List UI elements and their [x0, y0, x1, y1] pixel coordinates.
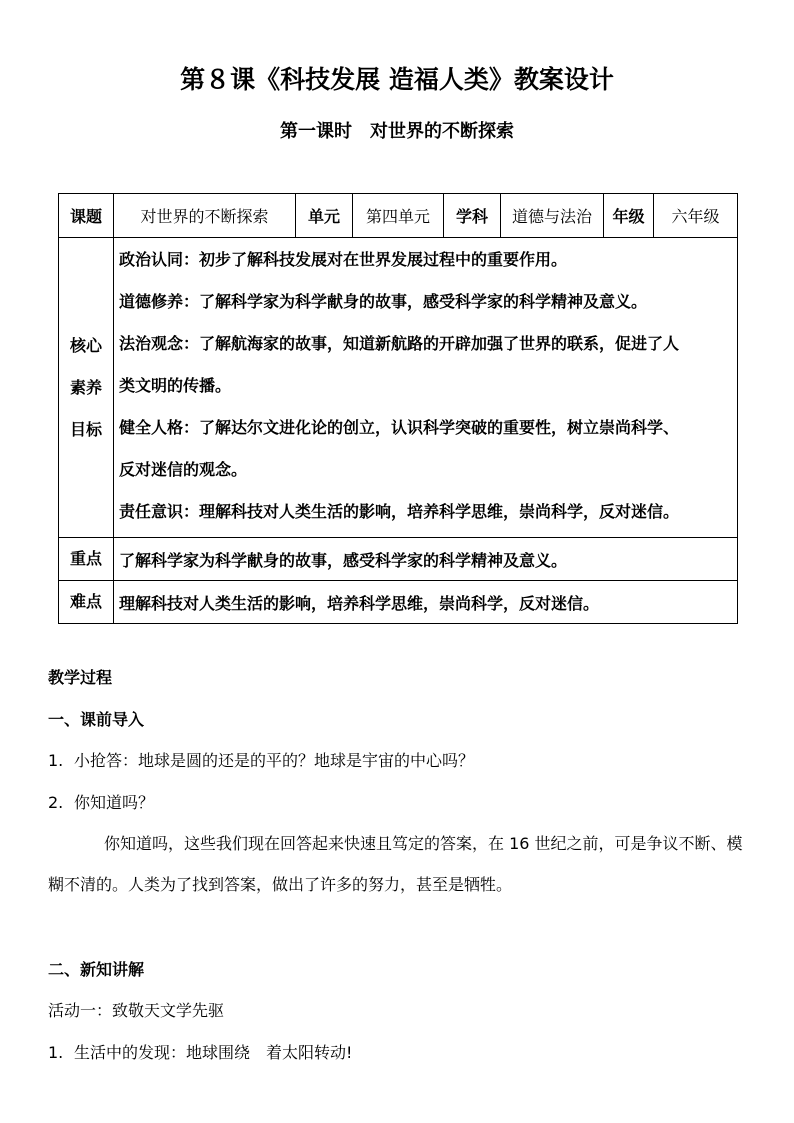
intro-paragraph: 你知道吗，这些我们现在回答起来快速且笃定的答案，在 16 世纪之前，可是争议不断、模糊不清的。人类为了找到答案，做出了许多的努力，甚至是牺牲。: [48, 834, 743, 894]
lesson-info-table: [58, 193, 738, 624]
key-point-row: [59, 538, 738, 581]
list-text: 生活中的发现：地球围绕 着太阳转动!: [74, 1043, 353, 1062]
unit-value: 第四单元: [353, 194, 444, 238]
goal-line: 政治认同：初步了解科技发展对在世界发展过程中的重要作用。: [119, 250, 568, 269]
difficult-point-value: 理解科技对人类生活的影响，培养科学思维，崇尚科学，反对迷信。: [114, 581, 738, 624]
goal-line: 法治观念：了解航海家的故事，知道新航路的开辟加强了世界的联系，促进了人: [119, 334, 680, 353]
core-label-line: 核心: [69, 335, 102, 355]
list-number: 2.: [48, 793, 64, 812]
goal-line: 健全人格：了解达尔文进化论的创立，认识科学突破的重要性，树立崇尚科学、: [119, 418, 680, 437]
goal-line: 道德修养：了解科学家为科学献身的故事，感受科学家的科学精神及意义。: [119, 292, 648, 311]
topic-value: 对世界的不断探索: [114, 194, 296, 238]
grade-label: 年级: [604, 194, 654, 238]
activity-title: 活动一：致敬天文学先驱: [48, 1001, 225, 1020]
unit-label: 单元: [296, 194, 353, 238]
list-number: 1.: [48, 751, 64, 770]
difficult-point-row: [59, 581, 738, 624]
subject-value: 道德与法治: [501, 194, 604, 238]
key-point-label: 重点: [59, 538, 114, 581]
table-header-row: [59, 194, 738, 238]
grade-value: 六年级: [654, 194, 738, 238]
goal-line: 责任意识：理解科技对人类生活的影响，培养科学思维，崇尚科学，反对迷信。: [119, 502, 680, 521]
core-goals-content: [114, 238, 738, 538]
core-label-line: 素养: [69, 377, 102, 397]
document-title: 第８课《科技发展 造福人类》教案设计: [180, 65, 614, 94]
difficult-point-label: 难点: [59, 581, 114, 624]
topic-label: 课题: [59, 194, 114, 238]
document-subtitle: 第一课时 对世界的不断探索: [280, 121, 514, 142]
process-heading: 教学过程: [48, 668, 113, 687]
section1-heading: 一、课前导入: [48, 710, 145, 729]
core-label-line: 目标: [69, 419, 102, 439]
goal-line: 反对迷信的观念。: [119, 460, 248, 479]
section2-heading: 二、新知讲解: [48, 960, 145, 979]
subject-label: 学科: [444, 194, 501, 238]
core-goals-row: [59, 238, 738, 538]
list-item: [48, 791, 154, 815]
goal-line: 类文明的传播。: [119, 376, 232, 395]
list-item: [48, 1041, 352, 1065]
core-goals-label: [59, 238, 114, 538]
list-text: 小抢答：地球是圆的还是的平的？地球是宇宙的中心吗？: [74, 751, 475, 770]
list-item: [48, 749, 474, 773]
list-text: 你知道吗？: [74, 793, 155, 812]
list-number: 1.: [48, 1043, 64, 1062]
key-point-value: 了解科学家为科学献身的故事，感受科学家的科学精神及意义。: [114, 538, 738, 581]
